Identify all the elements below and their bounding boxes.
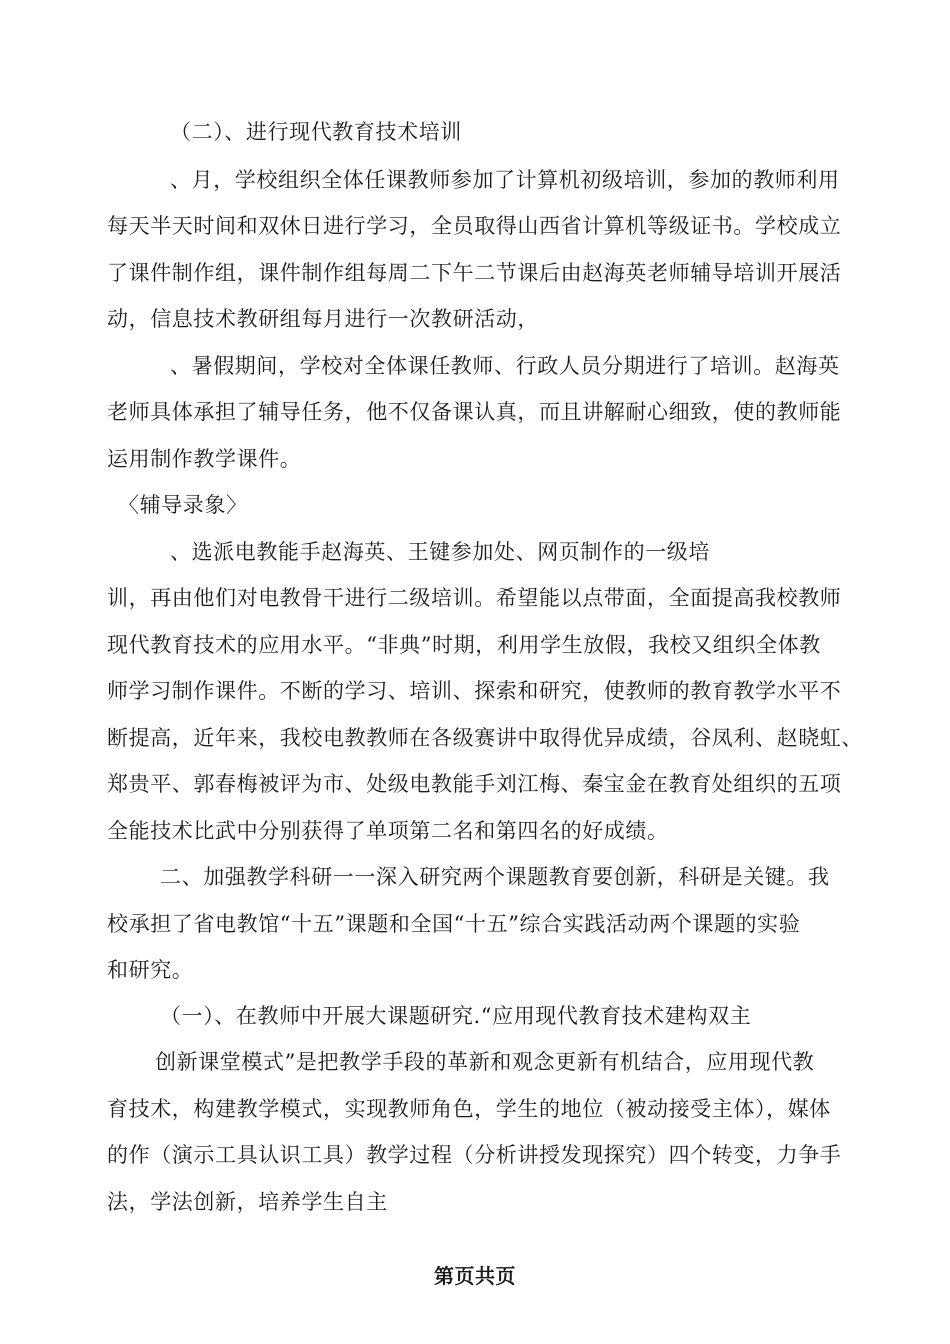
paragraph-line: 师学习制作课件。不断的学习、培训、探索和研究，使教师的教育教学水平不 — [107, 679, 842, 703]
paragraph-line: 老师具体承担了辅导任务，他不仅备课认真，而且讲解耐心细致，使的教师能 — [107, 400, 842, 424]
paragraph-line: 的作（演示工具认识工具）教学过程（分析讲授发现探究）四个转变，力争手 — [107, 1143, 842, 1167]
page-footer: 第页共页 — [434, 1264, 516, 1288]
paragraph-line: 创新课堂模式”是把教学手段的革新和观念更新有机结合，应用现代教 — [155, 1050, 815, 1074]
paragraph-line: 动，信息技术教研组每月进行一次教研活动， — [107, 307, 539, 331]
paragraph-line: 、月，学校组织全体任课教师参加了计算机初级培训，参加的教师利用 — [170, 168, 840, 192]
paragraph-line: 了课件制作组，课件制作组每周二下午二节课后由赵海英老师辅导培训开展活 — [107, 261, 842, 285]
paragraph-line: 全能技术比武中分别获得了单项第二名和第四名的好成绩。 — [107, 819, 669, 843]
paragraph-line: 育技术，构建教学模式，实现教师角色，学生的地位（被动接受主体），媒体 — [107, 1097, 831, 1121]
paragraph-line: 运用制作教学课件。 — [107, 447, 302, 471]
caption-line: 〈辅导录象〉 — [118, 493, 248, 517]
paragraph-line: 断提高，近年来，我校电教教师在各级赛讲中取得优异成绩，谷凤利、赵晓虹、 — [107, 726, 863, 750]
paragraph-line: 训，再由他们对电教骨干进行二级培训。希望能以点带面，全面提高我校教师 — [107, 586, 842, 610]
paragraph-line: 校承担了省电教馆“十五”课题和全国“十五”综合实践活动两个课题的实验 — [107, 912, 801, 936]
paragraph-line: 、暑假期间，学校对全体课任教师、行政人员分期进行了培训。赵海英 — [170, 354, 840, 378]
paragraph-line: 郑贵平、郭春梅被评为市、处级电教能手刘江梅、秦宝金在教育处组织的五项 — [107, 772, 842, 796]
paragraph-line: 二、加强教学科研一一深入研究两个课题教育要创新，科研是关键。我 — [160, 865, 830, 889]
paragraph-line: 现代教育技术的应用水平。“非典”时期，利用学生放假，我校又组织全体教 — [107, 633, 821, 657]
paragraph-line: 和研究。 — [107, 958, 194, 982]
section-heading: （一）、在教师中开展大课题研究.“应用现代教育技术建构双主 — [160, 1004, 752, 1028]
paragraph-line: 每天半天时间和双休日进行学习，全员取得山西省计算机等级证书。学校成立 — [107, 214, 842, 238]
section-heading: （二）、进行现代教育技术培训 — [170, 120, 462, 144]
paragraph-line: 法，学法创新，培养学生自主 — [107, 1190, 388, 1214]
paragraph-line: 、选派电教能手赵海英、王键参加处、网页制作的一级培 — [170, 540, 710, 564]
